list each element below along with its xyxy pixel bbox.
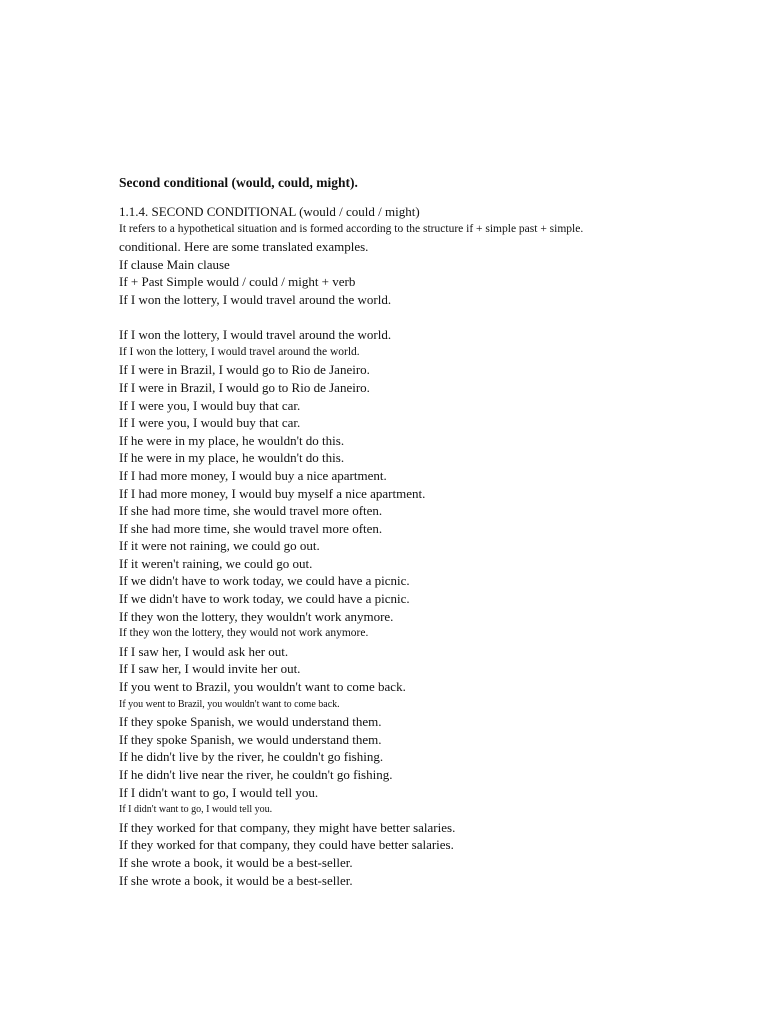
intro-line: conditional. Here are some translated examples. [119,239,369,255]
intro-line: If clause Main clause [119,256,230,272]
example-line: If I were in Brazil, I would go to Rio de Janeiro. [119,379,370,395]
intro-line: If + Past Simple would / could / might + verb [119,274,356,290]
example-line: If they worked for that company, they might have better salaries. [119,819,456,835]
example-line: If I were you, I would buy that car. [119,397,301,413]
example-line: If I didn't want to go, I would tell you. [119,804,273,816]
example-line: If I had more money, I would buy myself a nice apartment. [119,485,426,501]
example-line: If he didn't live near the river, he couldn't go fishing. [119,767,393,782]
example-line: If it were not raining, we could go out. [119,538,320,554]
intro-section [119,203,739,309]
example-line: If they won the lottery, they wouldn't work anymore. [119,608,394,624]
example-line: If they won the lottery, they would not work anymore. [119,627,369,640]
example-line: If she had more time, she would travel more often. [119,503,383,519]
example-line: If I were you, I would buy that car. [119,415,301,431]
example-line: If I won the lottery, I would travel around the world. [119,327,392,343]
example-line: If we didn't have to work today, we could have a picnic. [119,573,410,589]
example-line: If I saw her, I would ask her out. [119,643,289,659]
example-line: If I saw her, I would invite her out. [119,661,301,677]
example-line: If I were in Brazil, I would go to Rio de Janeiro. [119,362,370,378]
example-line: If I won the lottery, I would travel around the world. [119,345,360,358]
document-title: Second conditional (would, could, might). [119,175,358,190]
examples-list [119,326,739,889]
example-line: If you went to Brazil, you wouldn't want to come back. [119,679,406,695]
example-line: If we didn't have to work today, we could have a picnic. [119,591,410,607]
example-line: If he were in my place, he wouldn't do this. [119,432,345,448]
example-line: If she wrote a book, it would be a best-seller. [119,854,353,870]
example-line: If they spoke Spanish, we would understand them. [119,731,382,747]
example-line: If he didn't live by the river, he couldn't go fishing. [119,749,384,765]
intro-line: 1.1.4. SECOND CONDITIONAL (would / could / might) [119,204,420,219]
example-line: If they worked for that company, they could have better salaries. [119,837,454,853]
intro-line: It refers to a hypothetical situation and is formed according to the structure if + simple past + simple. [119,222,584,235]
example-line: If he were in my place, he wouldn't do this. [119,450,345,466]
document-page [119,173,739,889]
example-line: If it weren't raining, we could go out. [119,555,313,571]
example-line: If you went to Brazil, you wouldn't want to come back. [119,698,340,710]
example-line: If she had more time, she would travel more often. [119,520,383,536]
example-line: If they spoke Spanish, we would understand them. [119,714,382,730]
intro-line: If I won the lottery, I would travel around the world. [119,291,392,307]
example-line: If she wrote a book, it would be a best-seller. [119,872,353,888]
paragraph-spacer [119,309,739,327]
example-line: If I had more money, I would buy a nice apartment. [119,467,387,483]
example-line: If I didn't want to go, I would tell you. [119,784,319,800]
